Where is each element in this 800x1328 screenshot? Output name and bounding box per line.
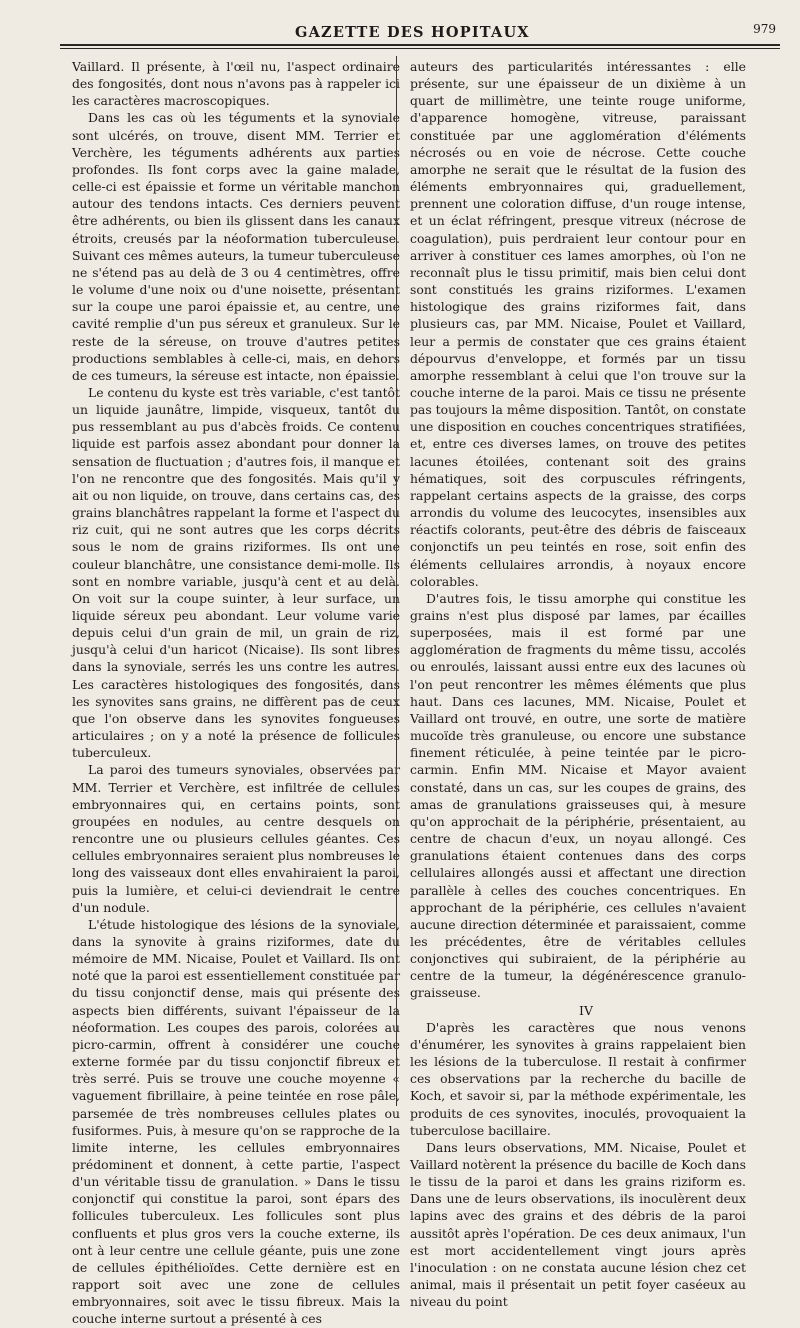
header-rule <box>60 44 780 46</box>
page-header <box>60 22 780 44</box>
paragraph: L'étude histologique des lésions de la synoviale, dans la synovite à grains riziformes, date du mémoire de MM. Nicaise, Poulet et Vaillard. Ils ont noté que la paroi est essentiellement constituée par du tissu conjonctif dense, mais qui présente des aspects bien différents, suivant l'épaisseur de la néoformation. Les coupes des parois, colorées au picro-carmin, offrent à considérer une couche externe formée par du tissu conjonctif fibreux et très serré. Puis se trouve une couche moyenne « vaguement fibrillaire, à peine teintée en rose pâle, parsemée de très nombreuses cellules plates ou fusiformes. Puis, à mesure qu'on se rapproche de la limite interne, les cellules embryonnaires prédominent et donnent, à cette partie, l'aspect d'un véritable tissu de granulation. » Dans le tissu conjonctif qui constitue la paroi, sont épars des follicules tuberculeux. Les follicules sont plus confluents et plus gros vers la couche externe, ils ont à leur centre une cellule géante, puis une zone de cellules épithélioïdes. Cette dernière est en rapport soit avec une zone de cellules embryonnaires, soit avec le tissu fibreux. Mais la couche interne surtout a présenté à ces <box>72 916 400 1327</box>
paragraph: Dans les cas où les téguments et la synoviale sont ulcérés, on trouve, disent MM. Terrier et Verchère, les téguments adhérents aux parties profondes. Ils font corps avec la gaine malade, celle-ci est épaissie et forme un véritable manchon autour des tendons intacts. Ces derniers peuvent être adhérents, ou bien ils glissent dans les canaux étroits, creusés par la néoformation tuberculeuse. Suivant ces mêmes auteurs, la tumeur tuberculeuse ne s'étend pas au delà de 3 ou 4 centimètres, offre le volume d'une noix ou d'une noisette, présentant sur la coupe une paroi épaissie et, au centre, une cavité remplie d'un pus séreux et granuleux. Sur le reste de la séreuse, on trouve d'autres petites productions semblables à celle-ci, mais, en dehors de ces tumeurs, la séreuse est intacte, non épaissie. <box>72 110 400 383</box>
page-number: 979 <box>753 22 776 36</box>
left-column <box>72 58 400 1328</box>
running-title: GAZETTE DES HOPITAUX <box>295 24 530 41</box>
paragraph: D'après les caractères que nous venons d'énumérer, les synovites à grains rappelaient bien les lésions de la tuberculose. Il restait à confirmer ces observations par la recherche du bacille de Koch, et savoir si, par la méthode expérimentale, les produits de ces synovites, inoculés, provoquaient la tuberculose bacillaire. <box>410 1019 746 1138</box>
paragraph: auteurs des particularités intéressantes : elle présente, sur une épaisseur de un dixième à un quart de millimètre, une teinte rouge uniforme, d'apparence homogène, vitreuse, paraissant constituée par une agglomération d'éléments nécrosés ou en voie de nécrose. Cette couche amorphe ne serait que le résultat de la fusion des éléments embryonnaires qui, graduellement, prennent une coloration diffuse, d'un rouge intense, et un éclat réfringent, presque vitreux (nécrose de coagulation), puis perdraient leur contour pour en arriver à constituer ces lames amorphes, où l'on ne reconnaît plus le tissu primitif, mais bien celui dont sont constitués les grains riziformes. L'examen histologique des grains riziformes fait, dans plusieurs cas, par MM. Nicaise, Poulet et Vaillard, leur a permis de constater que ces grains étaient dépourvus d'enveloppe, et formés par un tissu amorphe ressemblant à celui que l'on trouve sur la couche interne de la paroi. Mais ce tissu ne présente pas toujours la même disposition. Tantôt, on constate une disposition en couches concentriques stratifiées, et, entre ces diverses lames, on trouve des petites lacunes étoilées, contenant soit des grains hématiques, soit des corpuscules réfringents, rappelant certains aspects de la graisse, des corps arrondis du volume des leucocytes, insensibles aux réactifs colorants, peut-être des débris de faisceaux conjonctifs un peu teintés en rose, soit enfin des éléments cellulaires arrondis, à noyaux encore colorables. <box>410 59 746 589</box>
paragraph: Vaillard. Il présente, à l'œil nu, l'aspect ordinaire des fongosités, dont nous n'avons pas à rappeler ici les caractères macroscopiques. <box>72 59 400 109</box>
header-rule-thin <box>60 48 780 49</box>
paragraph: Dans leurs observations, MM. Nicaise, Poulet et Vaillard notèrent la présence du bacille de Koch dans le tissu de la paroi et dans les grains riziform es. Dans une de leurs observations, ils inoculèrent deux lapins avec des grains et des débris de la paroi aussitôt après l'opération. De ces deux animaux, l'un est mort accidentellement vingt jours après l'inoculation : on ne constata aucune lésion chez cet animal, mais il présentait un petit foyer caséeux au niveau du point <box>410 1139 746 1310</box>
paragraph: Le contenu du kyste est très variable, c'est tantôt un liquide jaunâtre, limpide, visqueux, tantôt du pus ressemblant au pus d'abcès froids. Ce contenu liquide est parfois assez abondant pour donner la sensation de fluctuation ; d'autres fois, il manque et l'on ne rencontre que des fongosités. Mais qu'il y ait ou non liquide, on trouve, dans certains cas, des grains blanchâtres rappelant la forme et l'aspect du riz cuit, qui ne sont autres que les corps décrits sous le nom de grains riziformes. Ils ont une couleur blanchâtre, une consistance demi-molle. Ils sont en nombre variable, jusqu'à cent et au delà. On voit sur la coupe suinter, à leur surface, un liquide séreux peu abondant. Leur volume varie depuis celui d'un grain de mil, un grain de riz, jusqu'à celui d'un haricot (Nicaise). Ils sont libres dans la synoviale, serrés les uns contre les autres. Les caractères histologiques des fongosités, dans les synovites sans grains, ne diffèrent pas de ceux que l'on observe dans les synovites fongueuses articulaires ; on y a noté la présence de follicules tuberculeux. <box>72 384 400 761</box>
paragraph: La paroi des tumeurs synoviales, observées par MM. Terrier et Verchère, est infiltrée de cellules embryonnaires qui, en certains points, sont groupées en nodules, au centre desquels on rencontre une ou plusieurs cellules géantes. Ces cellules embryonnaires seraient plus nombreuses le long des vaisseaux dont elles envahiraient la paroi, puis la lumière, et celui-ci deviendrait le centre d'un nodule. <box>72 762 400 915</box>
column-divider <box>396 56 397 1106</box>
section-heading: IV <box>579 1002 593 1018</box>
right-column <box>410 58 746 1310</box>
paragraph: D'autres fois, le tissu amorphe qui constitue les grains n'est plus disposé par lames, par écailles superposées, mais il est formé par une agglomération de fragments du même tissu, accolés ou enroulés, laissant aussi entre eux des lacunes où l'on peut rencontrer les mêmes éléments que plus haut. Dans ces lacunes, MM. Nicaise, Poulet et Vaillard ont trouvé, en outre, une sorte de matière mucoïde très granuleuse, ou encore une substance finement réticulée, à peine teintée par le picro-carmin. Enfin MM. Nicaise et Mayor avaient constaté, dans un cas, sur les coupes de grains, des amas de granulations graisseuses qui, à mesure qu'on approchait de la périphérie, présentaient, au centre de chacun d'eux, un noyau allongé. Ces granulations étaient contenues dans des corps cellulaires allongés aussi et affectant une direction parallèle à celles des couches concentriques. En approchant de la périphérie, ces cellules n'avaient aucune direction déterminée et paraissaient, comme les précédentes, être de véritables cellules conjonctives qui subiraient, de la périphérie au centre de la tumeur, la dégénérescence granulo-graisseuse. <box>410 590 746 1001</box>
